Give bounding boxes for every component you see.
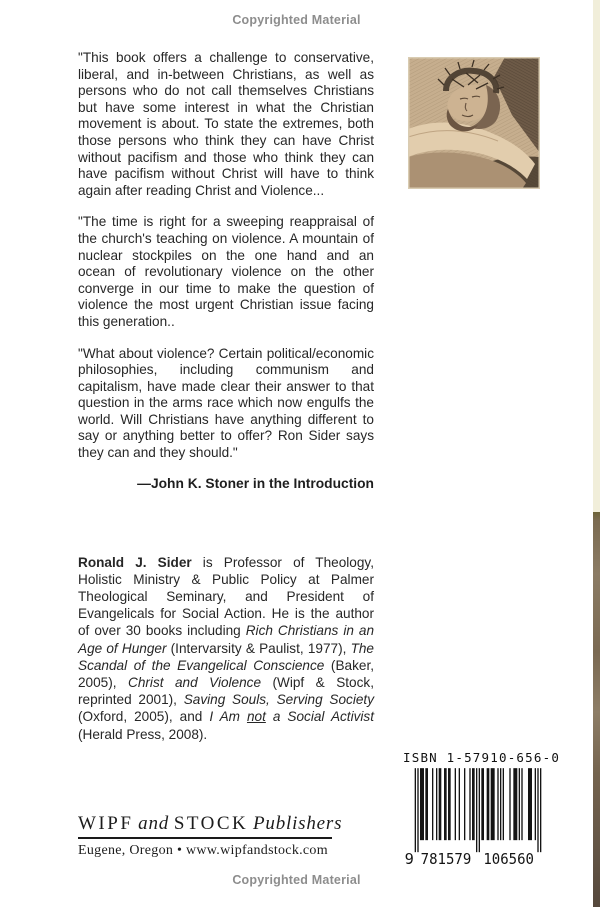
quote-paragraph-3: "What about violence? Certain political/economic philosophies, including communism and capitalism, have made clear their answer to that question in the arms race which now engulfs the world. Will Christians have anything different to say or anything better to offer? Ron Sider says they can and they should."	[78, 345, 374, 461]
cover-engraving-image	[408, 57, 540, 189]
copyright-banner-top: Copyrighted Material	[232, 13, 361, 27]
isbn-label: ISBN 1-57910-656-0	[403, 750, 561, 765]
author-bio: Ronald J. Sider is Professor of Theology, Holistic Ministry & Public Policy at Palmer Theological Seminary, and President of Evangelicals for Social Action. He is the author of over 30 books including Rich Christians in an Age of Hunger (Intervarsity & Paulist, 1977), The Scandal of the Evangelical Conscience (Baker, 2005), Christ and Violence (Wipf & Stock, reprinted 2001), Saving Souls, Serving Society (Oxford, 2005), and I Am not a Social Activist (Herald Press, 2008).	[78, 554, 374, 742]
publisher-word-wipf: WIPF	[78, 813, 134, 834]
copyright-banner-bottom: Copyrighted Material	[232, 873, 361, 887]
publisher-word-publishers: Publishers	[253, 813, 343, 834]
publisher-logo	[78, 813, 388, 835]
ean-barcode	[404, 768, 544, 867]
publisher-rule	[78, 837, 332, 839]
publisher-location-line: Eugene, Oregon • www.wipfandstock.com	[78, 843, 328, 858]
publisher-word-stock: STOCK	[173, 813, 249, 834]
svg-text:106560: 106560	[483, 850, 534, 867]
page-edge-strip-bottom	[593, 512, 600, 907]
svg-text:781579: 781579	[420, 850, 472, 867]
publisher-block	[78, 813, 388, 859]
quote-attribution: —John K. Stoner in the Introduction	[137, 475, 374, 491]
publisher-word-and: and	[138, 813, 170, 834]
quote-paragraph-2: "The time is right for a sweeping reappraisal of the church's teaching on violence. A mountain of nuclear stockpiles on the one hand and an ocean of revolutionary violence on the other converge in our time to make the question of violence the most urgent Christian issue facing this generation..	[78, 214, 374, 329]
page-edge-strip-top	[593, 0, 600, 512]
christ-engraving-icon	[408, 57, 540, 189]
svg-text:9: 9	[404, 850, 414, 867]
barcode-block	[403, 750, 561, 867]
back-cover-text-column	[78, 50, 374, 743]
quote-paragraph-1: "This book offers a challenge to conservative, liberal, and in-between Christians, as well as persons who do not call themselves Christians but have some interest in what the Christian movement is about. To state the extremes, both those persons who think they can have Christ without pacifism and those who think they can have pacifism without Christ will have to think again after reading Christ and Violence...	[78, 50, 374, 198]
